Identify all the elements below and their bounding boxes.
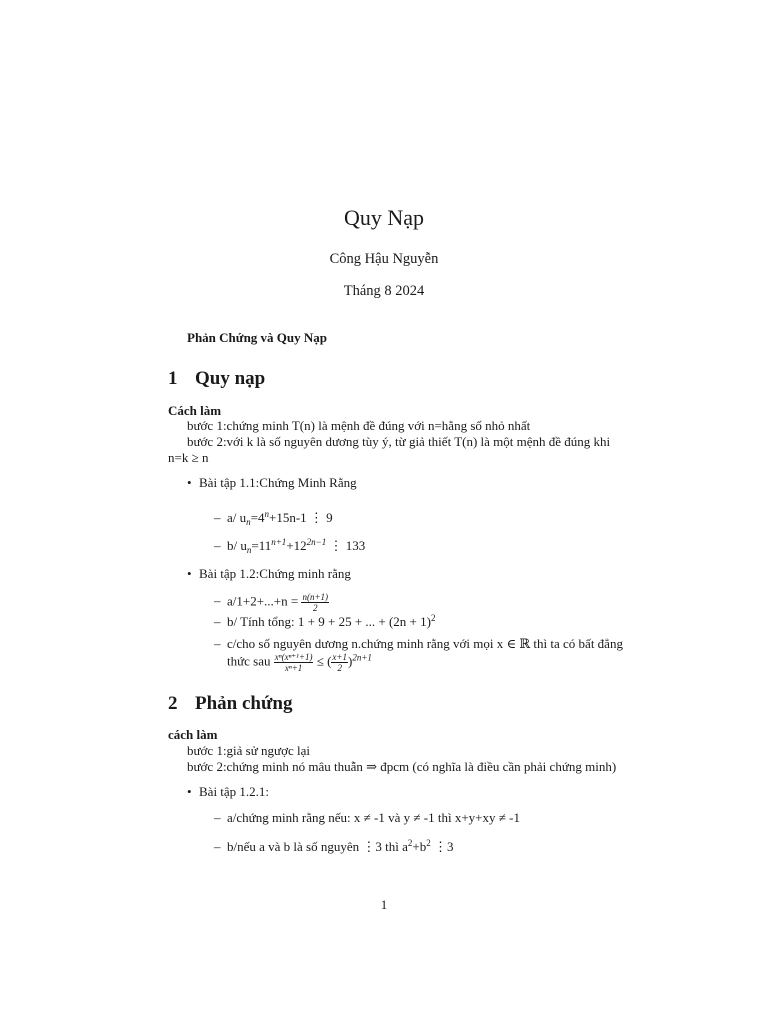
math-sup: n	[264, 509, 269, 519]
fraction-numerator: x+1	[332, 652, 347, 662]
step-1: bước 1:chứng minh T(n) là mệnh đề đúng với n=hằng số nhỏ nhất	[187, 418, 531, 433]
bullet-glyph: •	[187, 566, 192, 581]
math-text: ⋮ 133	[326, 538, 366, 553]
fraction	[274, 652, 314, 673]
math-text: b/ u	[227, 538, 247, 553]
exercise-label: Bài tập 1.2:Chứng minh rằng	[199, 566, 351, 581]
math-sup: n+1	[271, 537, 287, 547]
math-text: =4	[250, 510, 265, 525]
dash-glyph: –	[214, 593, 221, 609]
section-title: Quy nạp	[195, 368, 266, 389]
list-item	[187, 475, 357, 491]
fraction	[301, 592, 329, 613]
dash-glyph: –	[214, 636, 221, 651]
section-2-heading	[168, 693, 292, 715]
step-2: bước 2:chứng minh nó mâu thuẫn ⇒ đpcm (có nghĩa là điều cần phải chứng minh)	[187, 759, 617, 774]
math-sup: 2n+1	[352, 652, 372, 663]
math-text: a/chứng minh rằng nếu: x ≠ -1 và y ≠ -1 thì x+y+xy ≠ -1	[227, 810, 520, 825]
fraction-denominator: 2	[313, 603, 318, 613]
list-item	[214, 614, 435, 630]
fraction-numerator: n(n+1)	[302, 592, 329, 602]
document-author: Công Hậu Nguyễn	[329, 251, 439, 267]
dash-glyph: –	[214, 538, 221, 553]
math-sup: 2	[426, 838, 431, 848]
fraction	[331, 652, 348, 673]
fraction-numerator: xⁿ(xⁿ⁺¹+1)	[274, 652, 313, 662]
math-text: )	[348, 653, 353, 669]
step-2: bước 2:với k là số nguyên dương tùy ý, từ giả thiết T(n) là một mệnh đề đúng khi	[187, 434, 611, 449]
math-text: b/nếu a và b là số nguyên ⋮3 thì a	[227, 839, 408, 854]
step-1: bước 1:giả sử ngược lại	[187, 743, 310, 758]
math-text: +12	[286, 538, 307, 553]
bullet-glyph: •	[187, 784, 192, 799]
math-text: c/cho số nguyên dương n.chứng minh rằng với mọi x ∈ ℝ thì ta có bất đẳng	[227, 636, 623, 651]
math-sup: 2	[430, 613, 436, 623]
step-2-continued: n=k ≥ n	[168, 450, 209, 465]
page-number: 1	[380, 897, 388, 912]
dash-glyph: –	[214, 839, 221, 854]
list-item	[214, 839, 453, 855]
section-number: 2	[168, 693, 178, 714]
math-text: ≤ (	[313, 653, 332, 669]
list-item	[187, 566, 351, 582]
method-label: cách làm	[168, 727, 218, 742]
list-item	[214, 810, 520, 826]
list-item	[187, 784, 269, 800]
section-1-heading	[168, 368, 265, 390]
math-text: +15n-1 ⋮ 9	[268, 510, 333, 525]
math-text: =11	[251, 538, 272, 553]
math-text: a/1+2+...+n =	[227, 593, 302, 609]
section-number: 1	[168, 368, 178, 389]
list-item	[214, 510, 333, 526]
exercise-label: Bài tập 1.2.1:	[199, 784, 270, 799]
bullet-glyph: •	[187, 475, 192, 490]
list-item	[214, 636, 623, 652]
math-sub: n	[246, 545, 252, 555]
exercise-label: Bài tập 1.1:Chứng Minh Rằng	[199, 475, 357, 490]
math-text: +b	[412, 839, 427, 854]
dash-glyph: –	[214, 810, 221, 825]
math-text: ⋮3	[430, 839, 454, 854]
fraction-denominator: 2	[337, 663, 342, 673]
dash-glyph: –	[214, 614, 221, 629]
math-sup: 2n−1	[306, 537, 327, 547]
abstract-heading: Phản Chứng và Quy Nạp	[187, 330, 328, 345]
math-text: a/ u	[227, 510, 247, 525]
document-title: Quy Nạp	[343, 205, 425, 230]
math-sub: n	[246, 517, 251, 527]
fraction-denominator: xⁿ+1	[284, 663, 303, 673]
dash-glyph: –	[214, 510, 221, 525]
math-text: b/ Tính tổng: 1 + 9 + 25 + ... + (2n + 1)	[227, 614, 431, 629]
math-text: thức sau	[227, 653, 274, 669]
math-sup: 2	[407, 838, 413, 848]
list-item-continued	[227, 652, 372, 673]
list-item	[214, 538, 365, 554]
document-date: Tháng 8 2024	[343, 283, 425, 299]
section-title: Phản chứng	[195, 693, 293, 714]
list-item	[214, 592, 329, 613]
method-label: Cách làm	[168, 403, 222, 418]
